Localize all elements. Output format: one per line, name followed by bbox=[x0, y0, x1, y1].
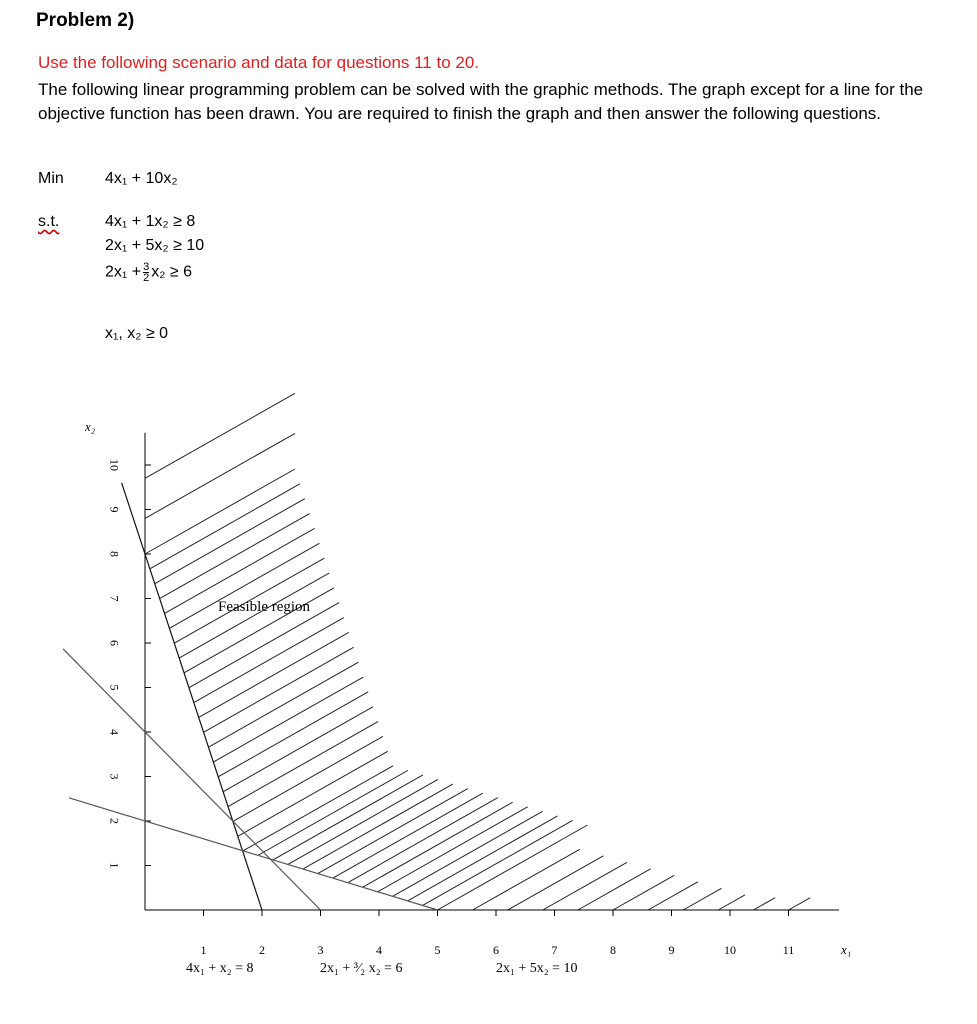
hatch-line bbox=[160, 514, 310, 599]
constraint-line-3 bbox=[69, 798, 438, 910]
hatch-line bbox=[223, 707, 373, 792]
hatch-line bbox=[208, 662, 358, 747]
line-label-constraint-3: 2x₁ + ³⁄₂ x₂ = 6 bbox=[320, 961, 403, 976]
nonnegativity: x₁, x₂ ≥ 0 bbox=[105, 325, 169, 342]
x-tick-label-10: 10 bbox=[724, 943, 736, 957]
hatch-line bbox=[378, 807, 528, 892]
x-tick-label-9: 9 bbox=[668, 943, 675, 957]
y-tick-label-4: 4 bbox=[107, 729, 122, 735]
fraction-denominator: 2 bbox=[143, 272, 150, 284]
y-tick-label-6: 6 bbox=[107, 640, 122, 646]
fraction-numerator: 3 bbox=[143, 261, 150, 273]
objective-function: 4x₁ + 10x₂ bbox=[105, 170, 178, 187]
hatch-line bbox=[228, 722, 378, 807]
hatch-line bbox=[363, 802, 513, 887]
y-tick-label-5: 5 bbox=[107, 684, 122, 691]
hatch-line bbox=[348, 798, 498, 883]
hatch-line bbox=[258, 770, 408, 855]
y-tick-label-8: 8 bbox=[107, 551, 122, 557]
x-tick-label-8: 8 bbox=[610, 943, 616, 957]
hatch-line bbox=[204, 647, 354, 732]
hatch-line bbox=[753, 898, 775, 910]
hatch-line bbox=[508, 856, 604, 910]
hatch-line bbox=[199, 632, 349, 717]
constraint-3-left: 2x₁ + bbox=[105, 263, 142, 281]
constraint-1: 4x₁ + 1x₂ ≥ 8 bbox=[105, 213, 196, 230]
hatch-line bbox=[189, 603, 339, 688]
y-tick-label-3: 3 bbox=[107, 773, 122, 780]
hatch-line bbox=[145, 393, 295, 478]
hatch-line bbox=[423, 820, 573, 905]
x-tick-label-2: 2 bbox=[259, 943, 265, 957]
y-tick-label-7: 7 bbox=[107, 595, 122, 602]
y-axis-label: x₂ bbox=[85, 418, 96, 434]
constraint-2: 2x₁ + 5x₂ ≥ 10 bbox=[105, 237, 205, 254]
hatch-line bbox=[408, 816, 558, 901]
tick-labels bbox=[107, 459, 794, 957]
hatch-line bbox=[273, 775, 423, 860]
x-tick-label-4: 4 bbox=[376, 943, 382, 957]
hatch-line bbox=[194, 618, 344, 703]
hatch-line bbox=[238, 751, 388, 836]
y-tick-label-10: 10 bbox=[107, 459, 122, 471]
hatch-line bbox=[318, 789, 468, 874]
hatch-line bbox=[218, 692, 368, 777]
x-tick-label-1: 1 bbox=[200, 943, 207, 957]
hatch-line bbox=[613, 875, 674, 910]
axes bbox=[145, 433, 839, 916]
problem-description: The following linear programming problem can be solved with the graphic methods. The graph except for a line for the objective function has been drawn. You are required to finish the graph and then answer the following questions. bbox=[38, 80, 924, 123]
hatch-line bbox=[233, 736, 383, 821]
hatch-line bbox=[155, 499, 305, 584]
hatch-line bbox=[169, 543, 319, 628]
constraint-3-right: x₂ ≥ 6 bbox=[151, 263, 192, 281]
hatch-line bbox=[303, 784, 453, 869]
instruction-text: Use the following scenario and data for questions 11 to 20. bbox=[38, 53, 480, 72]
x-tick-label-5: 5 bbox=[434, 943, 441, 957]
x-tick-label-11: 11 bbox=[782, 943, 795, 957]
x-tick-label-7: 7 bbox=[551, 943, 558, 957]
hatch-line bbox=[150, 484, 300, 569]
hatch-line bbox=[243, 766, 393, 851]
hatch-line bbox=[145, 433, 295, 518]
constraint-line-1 bbox=[122, 483, 262, 910]
hatch-line bbox=[473, 849, 580, 910]
hatch-line bbox=[683, 888, 721, 910]
hatch-line bbox=[288, 779, 438, 864]
objective-label: Min bbox=[38, 170, 64, 187]
feasible-region-label: Feasible region bbox=[218, 599, 311, 615]
hatch-line bbox=[543, 862, 627, 910]
line-label-constraint-2: 2x₁ + 5x₂ = 10 bbox=[496, 961, 578, 976]
hatch-line bbox=[333, 793, 483, 878]
x-axis-label: x₁ bbox=[841, 942, 852, 957]
hatch-line bbox=[213, 677, 363, 762]
y-tick-label-1: 1 bbox=[107, 862, 122, 869]
problem-heading: Problem 2) bbox=[36, 10, 135, 31]
x-tick-label-6: 6 bbox=[493, 943, 499, 957]
hatch-line bbox=[578, 869, 651, 910]
hatch-line bbox=[718, 895, 745, 910]
st-label-text: s.t. bbox=[38, 213, 60, 230]
line-label-constraint-1: 4x₁ + x₂ = 8 bbox=[186, 961, 254, 976]
hatch-line bbox=[145, 469, 295, 554]
x-tick-label-3: 3 bbox=[317, 943, 324, 957]
y-tick-label-9: 9 bbox=[107, 506, 122, 513]
hatch-line bbox=[789, 898, 811, 910]
y-tick-label-2: 2 bbox=[107, 818, 122, 824]
hatch-line bbox=[179, 573, 329, 658]
